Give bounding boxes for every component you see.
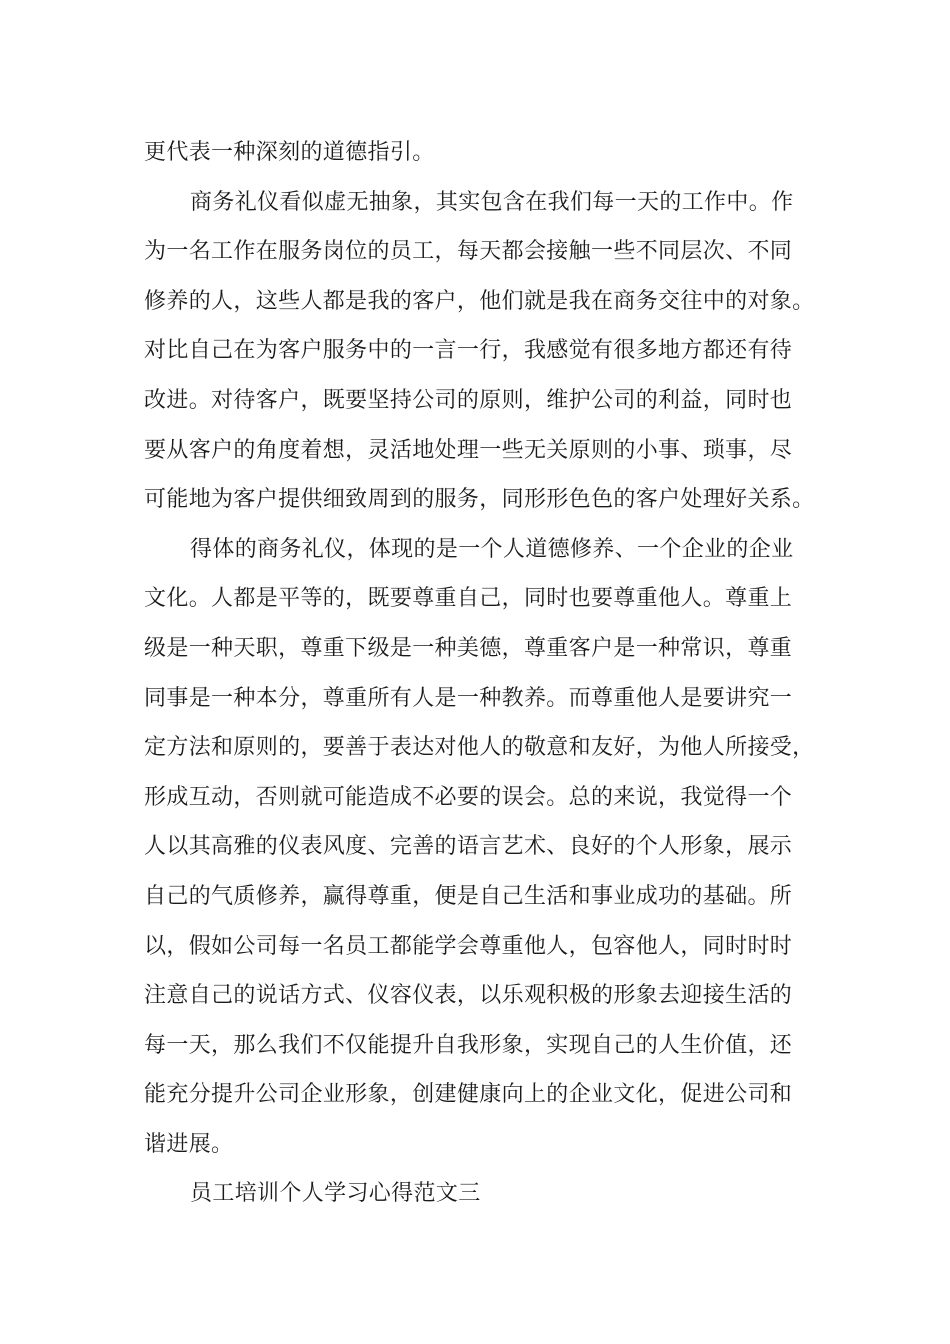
text-line: 级是一种天职，尊重下级是一种美德，尊重客户是一种常识，尊重 [144, 635, 793, 661]
text-line: 修养的人，这些人都是我的客户，他们就是我在商务交往中的对象。 [144, 288, 815, 314]
text-line: 得体的商务礼仪，体现的是一个人道德修养、一个企业的企业 [190, 536, 794, 562]
section-heading: 员工培训个人学习心得范文三 [190, 1181, 481, 1207]
text-line: 商务礼仪看似虚无抽象，其实包含在我们每一天的工作中。作 [190, 189, 794, 215]
text-line: 谐进展。 [144, 1131, 234, 1157]
text-line: 形成互动，否则就可能造成不必要的误会。总的来说，我觉得一个 [144, 784, 793, 810]
text-line: 定方法和原则的，要善于表达对他人的敬意和友好，为他人所接受， [144, 735, 815, 761]
document-body [144, 128, 815, 1219]
text-line: 自己的气质修养，赢得尊重，便是自己生活和事业成功的基础。所 [144, 883, 793, 909]
text-line: 为一名工作在服务岗位的员工，每天都会接触一些不同层次、不同 [144, 239, 793, 265]
text-line: 对比自己在为客户服务中的一言一行，我感觉有很多地方都还有待 [144, 338, 793, 364]
text-line: 更代表一种深刻的道德指引。 [144, 140, 435, 165]
text-line: 改进。对待客户，既要坚持公司的原则，维护公司的利益，同时也 [144, 387, 793, 413]
text-line: 注意自己的说话方式、仪容仪表，以乐观积极的形象去迎接生活的 [144, 983, 793, 1009]
text-line: 能充分提升公司企业形象，创建健康向上的企业文化，促进公司和 [144, 1082, 793, 1108]
text-line: 以，假如公司每一名员工都能学会尊重他人，包容他人，同时时时 [144, 933, 793, 959]
text-line: 文化。人都是平等的，既要尊重自己，同时也要尊重他人。尊重上 [144, 586, 793, 612]
text-line: 可能地为客户提供细致周到的服务，同形形色色的客户处理好关系。 [144, 487, 815, 513]
text-line: 同事是一种本分，尊重所有人是一种教养。而尊重他人是要讲究一 [144, 685, 793, 711]
text-line: 人以其高雅的仪表风度、完善的语言艺术、良好的个人形象，展示 [144, 834, 793, 860]
text-line: 要从客户的角度着想，灵活地处理一些无关原则的小事、琐事，尽 [144, 437, 793, 463]
text-line: 每一天，那么我们不仅能提升自我形象，实现自己的人生价值，还 [144, 1032, 793, 1058]
